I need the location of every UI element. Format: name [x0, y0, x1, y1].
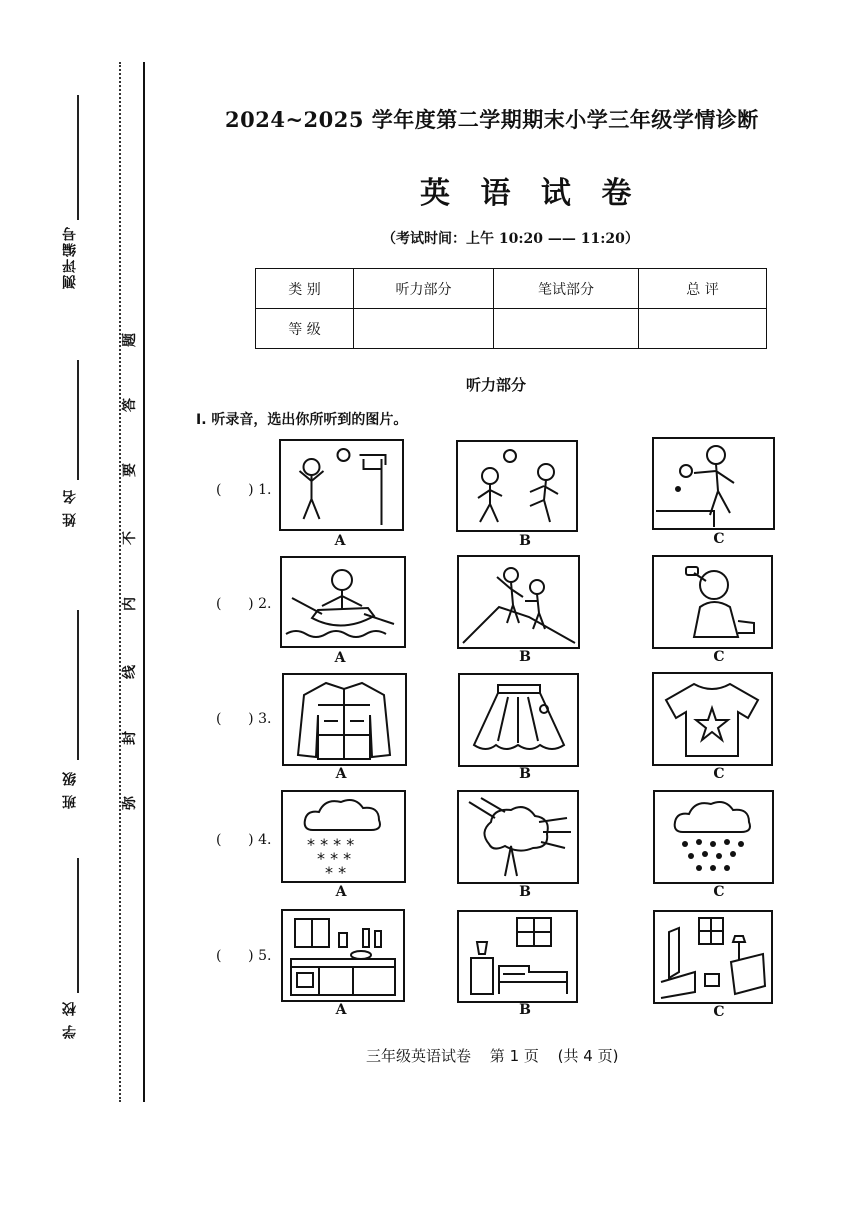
- kitchen-icon[interactable]: [281, 909, 405, 1002]
- table-cell-category: 类 别: [256, 269, 354, 309]
- option-label: C: [713, 1004, 725, 1020]
- seal-char: 内: [122, 597, 138, 611]
- instruction: Ⅰ. 听录音，选出你所听到的图片。: [196, 412, 408, 428]
- school-label: 学 校: [62, 1000, 78, 1039]
- subject-title: 英 语 试 卷: [420, 176, 642, 211]
- option-label: C: [713, 649, 725, 665]
- section-title: 听力部分: [466, 376, 527, 394]
- table-cell-overall: 总 评: [639, 269, 767, 309]
- living-room-icon[interactable]: [653, 910, 773, 1004]
- seal-char: 线: [122, 665, 138, 679]
- option-label: C: [713, 884, 725, 900]
- boy-playing-basketball-icon[interactable]: [279, 439, 404, 531]
- bedroom-icon[interactable]: [457, 910, 578, 1003]
- option-label: B: [519, 1002, 531, 1018]
- svg-text:* *: * *: [325, 863, 347, 881]
- question-1-number[interactable]: ( ) 1.: [216, 482, 272, 498]
- boy-playing-ping-pong-icon[interactable]: [652, 437, 775, 530]
- children-climbing-mountain-icon[interactable]: [457, 555, 580, 649]
- table-cell-writing: 笔试部分: [494, 269, 639, 309]
- seal-char: 弥: [122, 796, 138, 810]
- option-label: A: [335, 884, 347, 900]
- skirt-icon[interactable]: [458, 673, 579, 767]
- question-2-number[interactable]: ( ) 2.: [216, 596, 272, 612]
- footer-exam-name: 三年级英语试卷: [366, 1047, 472, 1065]
- table-cell-grade: 等 级: [256, 309, 354, 349]
- seal-char: 要: [122, 463, 138, 477]
- name-label: 姓 名: [62, 488, 78, 527]
- option-label: A: [334, 533, 346, 549]
- option-label: A: [335, 1002, 347, 1018]
- svg-text:* * *: * * *: [317, 849, 352, 868]
- jacket-icon[interactable]: [282, 673, 407, 766]
- boy-drinking-water-icon[interactable]: [652, 555, 773, 649]
- option-label: B: [519, 884, 531, 900]
- footer-total-pages: (共 4 页): [557, 1047, 619, 1065]
- question-5-number[interactable]: ( ) 5.: [216, 948, 272, 964]
- question-3-number[interactable]: ( ) 3.: [216, 711, 272, 727]
- snowy-icon[interactable]: [281, 790, 406, 883]
- evaluation-number-line: [77, 95, 79, 220]
- option-label: C: [713, 531, 725, 547]
- option-label: B: [519, 649, 531, 665]
- footer-page-number: 第 1 页: [489, 1047, 539, 1065]
- seal-line: [143, 62, 145, 1102]
- name-line: [77, 360, 79, 480]
- seal-char: 封: [122, 731, 138, 745]
- school-line: [77, 858, 79, 993]
- option-label: A: [334, 650, 346, 666]
- seal-char: 题: [122, 333, 138, 347]
- class-line: [77, 610, 79, 760]
- question-4-number[interactable]: ( ) 4.: [216, 832, 272, 848]
- option-label: C: [713, 766, 725, 782]
- boy-rowing-boat-icon[interactable]: [280, 556, 406, 648]
- t-shirt-icon[interactable]: [652, 672, 773, 766]
- school-year-title: 2024~2025 学年度第二学期期末小学三年级学情诊断: [225, 107, 759, 132]
- exam-time: （考试时间：上午 10:20 —— 11:20）: [382, 231, 639, 247]
- rainy-icon[interactable]: [653, 790, 774, 884]
- class-label: 班 级: [62, 770, 78, 809]
- boys-playing-football-icon[interactable]: [456, 440, 578, 532]
- evaluation-number-label: 测评编号: [62, 225, 78, 289]
- grade-input-writing[interactable]: [494, 309, 639, 349]
- option-label: B: [519, 766, 531, 782]
- option-label: B: [519, 533, 531, 549]
- option-label: A: [335, 766, 347, 782]
- seal-char: 不: [122, 531, 138, 545]
- grade-input-overall[interactable]: [639, 309, 767, 349]
- table-cell-listening: 听力部分: [354, 269, 494, 309]
- seal-char: 答: [122, 398, 138, 412]
- svg-text:* * * *: * * * *: [307, 835, 355, 854]
- grade-table: [255, 268, 767, 349]
- grade-input-listening[interactable]: [354, 309, 494, 349]
- dotted-fold-line: [119, 62, 121, 1102]
- windy-icon[interactable]: [457, 790, 579, 884]
- page-footer: [366, 1045, 632, 1066]
